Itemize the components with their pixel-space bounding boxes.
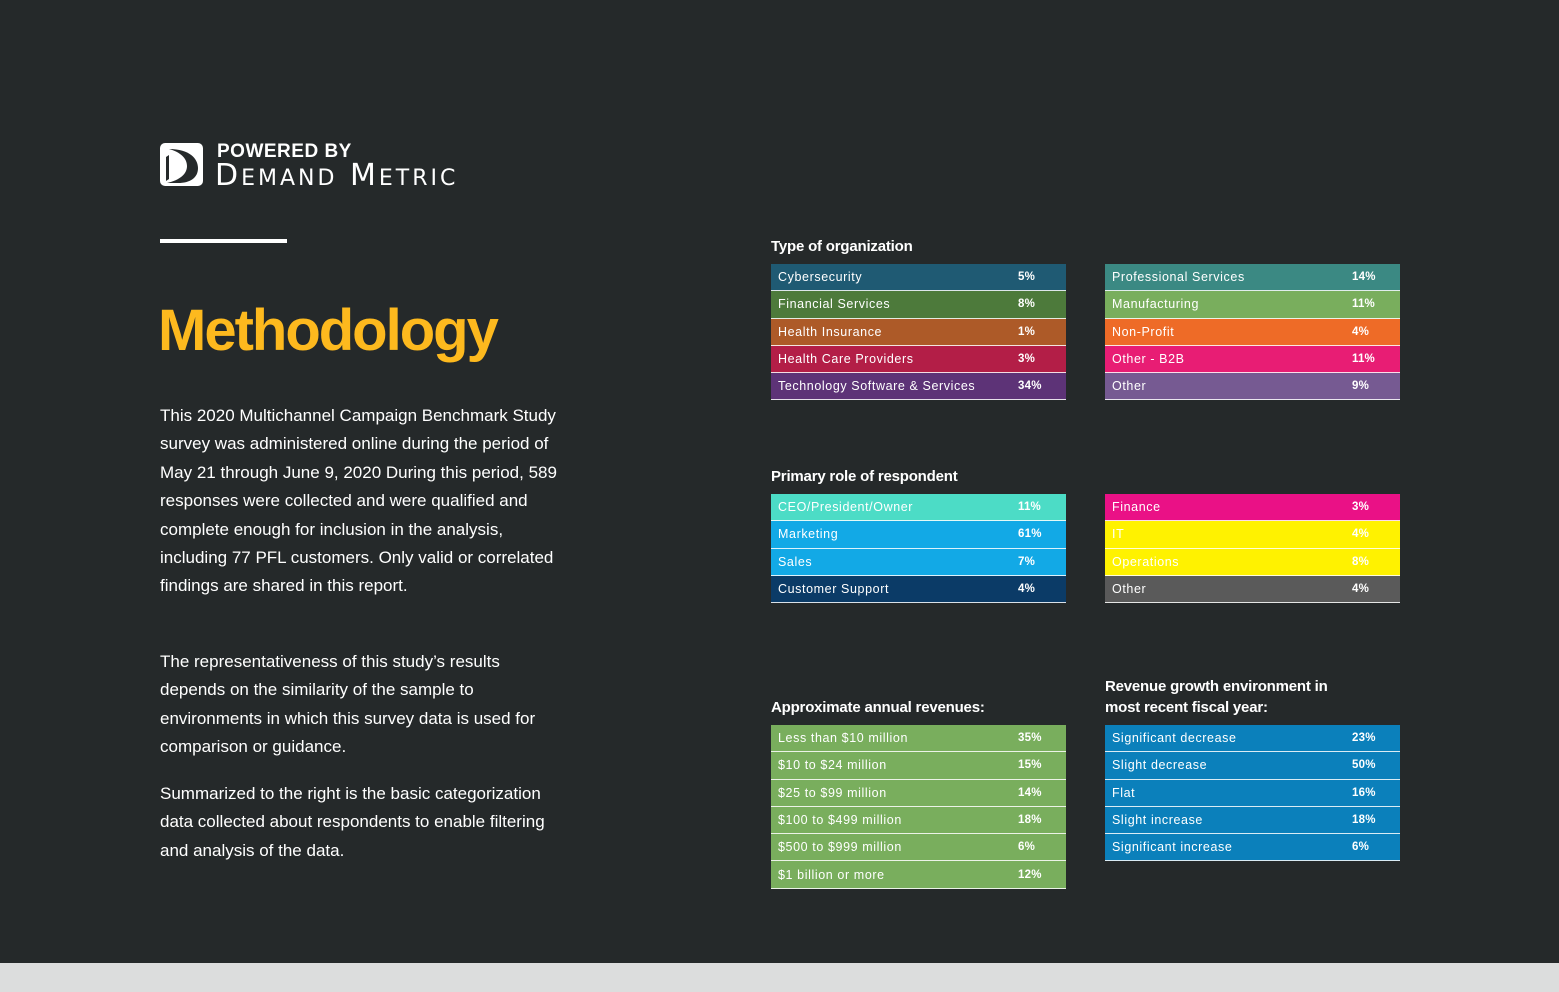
row-value: 4% [1352, 583, 1370, 596]
row-label: Significant decrease [1112, 731, 1237, 746]
row-label: Marketing [778, 527, 839, 542]
table-row [771, 861, 1066, 888]
role-table-right [1105, 494, 1400, 603]
row-label: Health Insurance [778, 324, 883, 339]
row-value: 14% [1018, 786, 1042, 799]
revenue-heading: Approximate annual revenues: [771, 699, 985, 716]
row-label: Slight increase [1112, 813, 1203, 828]
row-value: 18% [1352, 814, 1376, 827]
demand-metric-logo-icon [160, 143, 203, 186]
row-label: Other [1112, 379, 1147, 394]
table-row [771, 725, 1066, 752]
row-label: Technology Software & Services [778, 379, 976, 394]
methodology-paragraph-1: This 2020 Multichannel Campaign Benchmark Study survey was administered online during the period of May 21 through June 9, 2020 During this period, 589 responses were collected and were qualified and complete enough for inclusion in the analysis, including 77 PFL customers. Only valid or correlated findings are shared in this report. [160, 406, 557, 596]
row-label: $500 to $999 million [778, 840, 902, 855]
row-label: $100 to $499 million [778, 813, 902, 828]
row-value: 18% [1018, 814, 1042, 827]
row-label: Other - B2B [1112, 352, 1185, 367]
row-label: $25 to $99 million [778, 785, 887, 800]
page-bottom-strip [0, 963, 1559, 992]
row-label: Less than $10 million [778, 731, 909, 746]
row-label: Flat [1112, 785, 1136, 800]
row-value: 7% [1018, 555, 1036, 568]
page-title: Methodology [158, 298, 497, 363]
row-value: 4% [1352, 528, 1370, 541]
row-label: Health Care Providers [778, 352, 914, 367]
row-label: Sales [778, 554, 813, 569]
row-label: $10 to $24 million [778, 758, 887, 773]
row-value: 14% [1352, 271, 1376, 284]
methodology-paragraph-3: Summarized to the right is the basic categorization data collected about respondents to enable filtering and analysis of the data. [160, 784, 545, 860]
table-row [1105, 576, 1400, 603]
table-row [771, 291, 1066, 318]
row-value: 4% [1352, 325, 1370, 338]
row-value: 11% [1018, 501, 1041, 514]
table-row [1105, 346, 1400, 373]
row-label: IT [1112, 527, 1125, 542]
row-value: 11% [1352, 298, 1375, 311]
role-heading: Primary role of respondent [771, 468, 958, 485]
table-row [771, 780, 1066, 807]
table-row [771, 373, 1066, 400]
table-row [771, 264, 1066, 291]
row-value: 6% [1352, 841, 1370, 854]
org-type-table-right [1105, 264, 1400, 400]
row-label: Slight decrease [1112, 758, 1208, 773]
row-value: 61% [1018, 528, 1042, 541]
row-value: 35% [1018, 732, 1042, 745]
table-row [1105, 291, 1400, 318]
row-value: 15% [1018, 759, 1042, 772]
row-label: $1 billion or more [778, 867, 885, 882]
row-value: 8% [1018, 298, 1036, 311]
row-value: 6% [1018, 841, 1036, 854]
growth-table [1105, 725, 1400, 861]
table-row [1105, 373, 1400, 400]
row-value: 16% [1352, 786, 1376, 799]
table-row [771, 549, 1066, 576]
row-value: 4% [1018, 583, 1036, 596]
table-row [771, 521, 1066, 548]
table-row [771, 834, 1066, 861]
row-value: 12% [1018, 868, 1042, 881]
row-value: 11% [1352, 353, 1375, 366]
growth-heading-line-2: most recent fiscal year: [1105, 699, 1268, 716]
brand-name: DEMAND METRIC [215, 158, 459, 193]
table-row [1105, 780, 1400, 807]
table-row [1105, 319, 1400, 346]
org-type-heading: Type of organization [771, 238, 913, 255]
row-label: Cybersecurity [778, 270, 863, 285]
org-type-table-left [771, 264, 1066, 400]
row-label: Operations [1112, 554, 1180, 569]
row-label: Professional Services [1112, 270, 1245, 285]
methodology-paragraph-2: The representativeness of this study’s results depends on the similarity of the sample to environments in which this survey data is used for comparison or guidance. [160, 652, 536, 757]
table-row [1105, 521, 1400, 548]
table-row [771, 319, 1066, 346]
table-row [1105, 725, 1400, 752]
title-divider [160, 239, 287, 243]
role-table-left [771, 494, 1066, 603]
table-row [1105, 752, 1400, 779]
row-value: 9% [1352, 380, 1370, 393]
table-row [771, 346, 1066, 373]
revenue-table [771, 725, 1066, 889]
growth-heading [1105, 676, 1328, 718]
row-label: Non-Profit [1112, 324, 1175, 339]
row-label: Other [1112, 582, 1147, 597]
row-label: Manufacturing [1112, 297, 1200, 312]
table-row [1105, 807, 1400, 834]
table-row [1105, 834, 1400, 861]
demand-metric-logo [160, 141, 560, 193]
table-row [771, 576, 1066, 603]
row-value: 50% [1352, 759, 1376, 772]
row-label: Finance [1112, 500, 1161, 515]
table-row [771, 807, 1066, 834]
growth-heading-line-1: Revenue growth environment in [1105, 678, 1328, 695]
row-label: Financial Services [778, 297, 891, 312]
table-row [771, 494, 1066, 521]
table-row [1105, 549, 1400, 576]
row-value: 3% [1018, 353, 1036, 366]
row-value: 34% [1018, 380, 1042, 393]
row-value: 5% [1018, 271, 1036, 284]
row-value: 23% [1352, 732, 1376, 745]
table-row [771, 752, 1066, 779]
row-value: 3% [1352, 501, 1370, 514]
table-row [1105, 494, 1400, 521]
row-label: Significant increase [1112, 840, 1233, 855]
row-label: CEO/President/Owner [778, 500, 914, 515]
row-label: Customer Support [778, 582, 890, 597]
row-value: 8% [1352, 555, 1370, 568]
table-row [1105, 264, 1400, 291]
row-value: 1% [1018, 325, 1036, 338]
powered-by-text: POWERED BY [217, 141, 352, 162]
